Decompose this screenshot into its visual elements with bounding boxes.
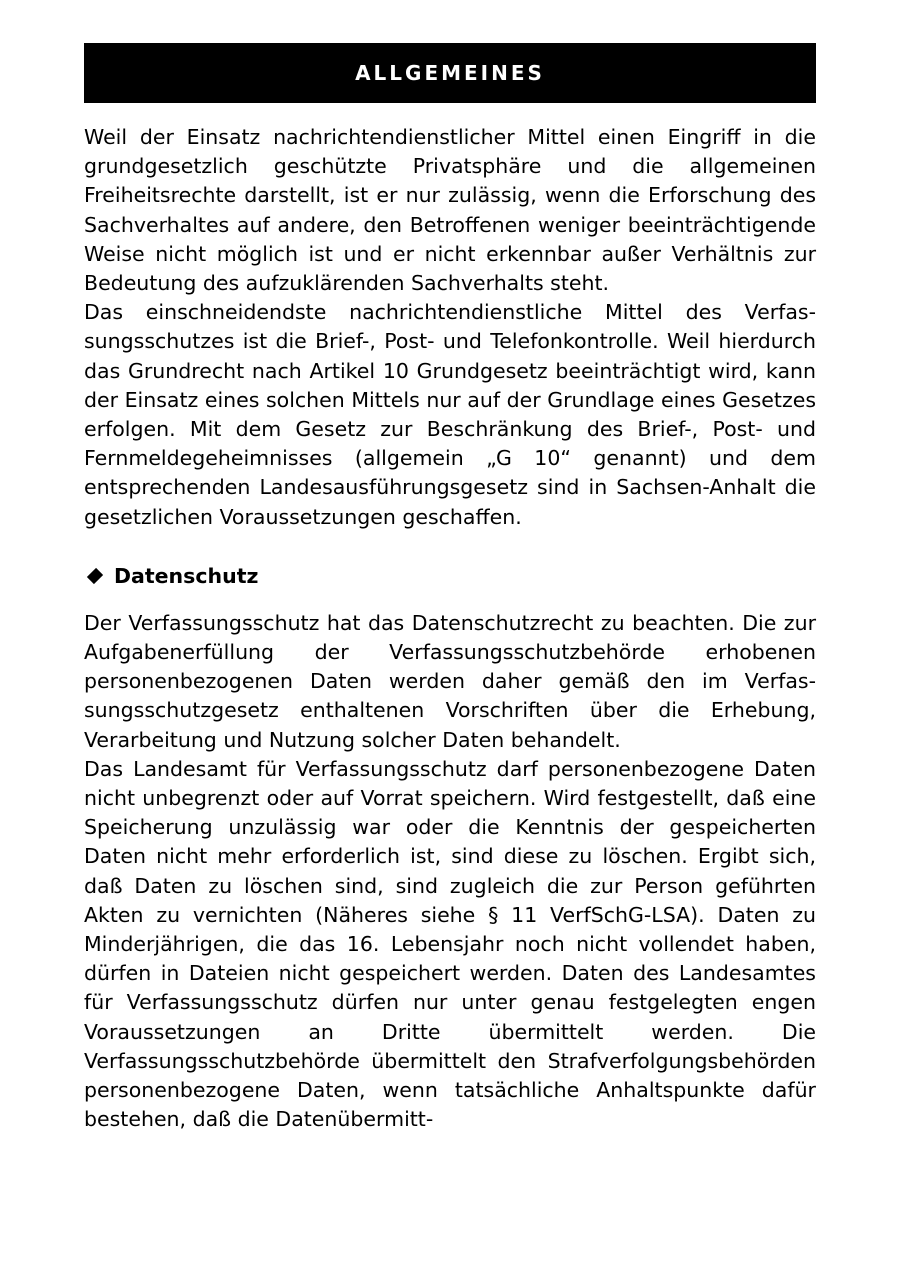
datenschutz-text-block bbox=[84, 609, 816, 1135]
paragraph-g10: Das einschneidendste nachrichtendienstliche Mittel des Verfassungsschutzes ist die Brief-, Post- und Telefonkontrolle. Weil hierdurch das Grundrecht nach Artikel 10 Grundgesetz beeinträchtigt wird, kann der Einsatz eines solchen Mittels nur auf der Grundlage eines Gesetzes erfolgen. Mit dem Gesetz zur Beschränkung des Brief-, Post- und Fernmeldegeheimnisses (allgemein „G 10“ genannt) und dem entsprechenden Landesausführungsgesetz sind in Sachsen-Anhalt die gesetzlichen Voraussetzungen geschaffen. bbox=[84, 300, 816, 529]
diamond-bullet-icon bbox=[87, 568, 103, 584]
general-text-block bbox=[84, 123, 816, 532]
section-header-bar bbox=[84, 43, 816, 103]
paragraph-data-protection: Der Verfassungsschutz hat das Datenschutzrecht zu beachten. Die zur Aufgabenerfüllung der Verfassungsschutzbehörde erhobenen personenbezogenen Daten werden daher gemäß den im Verfassungsschutzgesetz enthaltenen Vorschriften über die Erhebung, Verarbeitung und Nutzung solcher Daten behandelt. bbox=[84, 610, 816, 752]
paragraph-intervention: Weil der Einsatz nachrichtendienstlicher Mittel einen Eingriff in die grundgesetzlich geschützte Privatsphäre und die allgemeinen Freiheitsrechte darstellt, ist er nur zulässig, wenn die Erforschung des Sachverhaltes auf andere, den Betroffenen weniger beeinträchtigende Weise nicht möglich ist und er nicht erkennbar außer Verhältnis zur Bedeutung des aufzuklärenden Sachverhalts steht. bbox=[84, 125, 816, 296]
datenschutz-heading-label: Datenschutz bbox=[114, 563, 259, 588]
datenschutz-heading bbox=[84, 562, 816, 591]
document-page bbox=[84, 43, 816, 1135]
section-header-title: ALLGEMEINES bbox=[355, 61, 545, 85]
paragraph-data-storage: Das Landesamt für Verfassungsschutz darf personenbezogene Daten nicht unbegrenzt oder auf Vorrat speichern. Wird festgestellt, daß eine Speicherung unzulässig war oder die Kenntnis der gespeicherten Daten nicht mehr erforderlich ist, sind diese zu löschen. Ergibt sich, daß Daten zu löschen sind, sind zugleich die zur Person geführten Akten zu vernichten (Näheres siehe § 11 VerfSchG-LSA). Daten zu Minderjährigen, die das 16. Lebensjahr noch nicht vollendet haben, dürfen in Dateien nicht gespeichert werden. Daten des Landesamtes für Verfassungsschutz dürfen nur unter genau festgelegten engen Voraussetzungen an Dritte übermittelt werden. Die Verfassungsschutzbehörde übermittelt den Strafverfolgungsbehörden personenbezogene Daten, wenn tatsächliche Anhaltspunkte dafür bestehen, daß die Datenübermitt- bbox=[84, 756, 816, 1132]
